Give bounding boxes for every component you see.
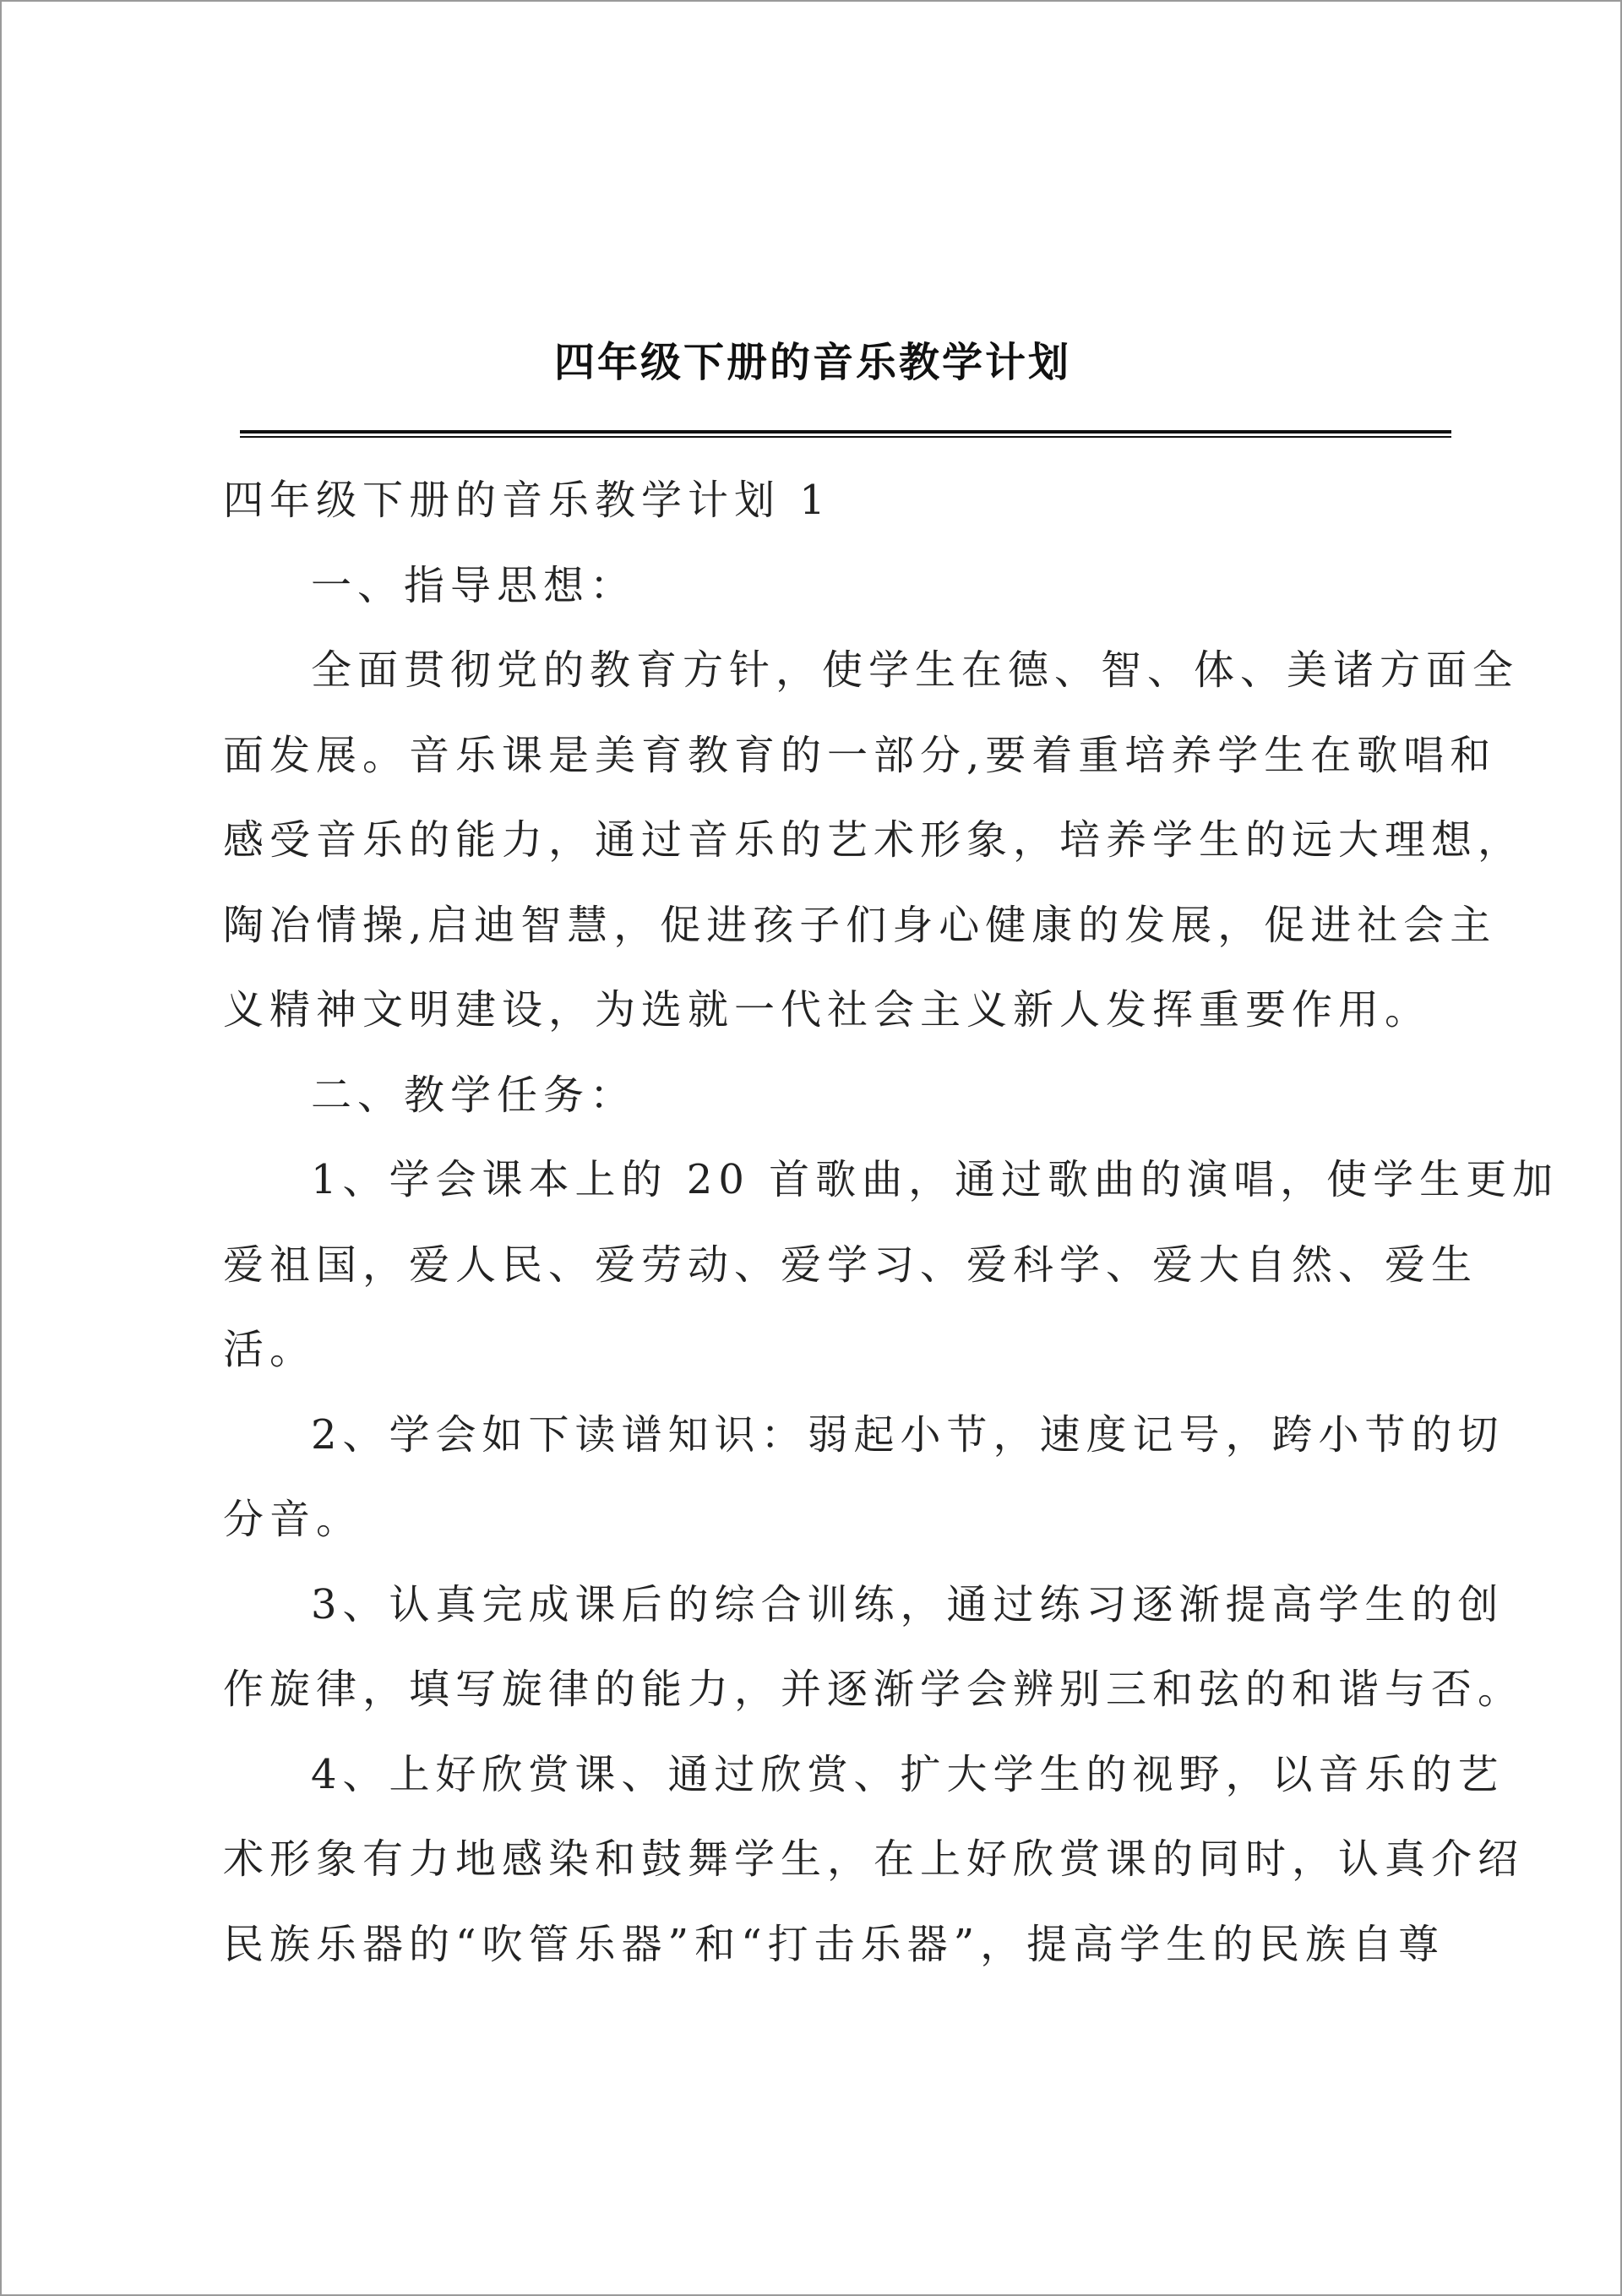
document-title: 四年级下册的音乐教学计划 [553, 339, 1071, 386]
paragraph-line: 术形象有力地感染和鼓舞学生，在上好欣赏课的同时，认真介绍 [223, 1835, 1525, 1883]
paragraph-line: 爱祖国，爱人民、爱劳动、爱学习、爱科学、爱大自然、爱生 [223, 1241, 1478, 1289]
paragraph-line: 4、上好欣赏课、通过欣赏、扩大学生的视野，以音乐的艺 [311, 1750, 1505, 1798]
paragraph-line: 全面贯彻党的教育方针，使学生在德、智、体、美诸方面全 [311, 646, 1520, 694]
paragraph-line: 一、指导思想： [311, 561, 637, 609]
paragraph-line: 四年级下册的音乐教学计划 1 [223, 477, 831, 524]
paragraph-line: 活。 [223, 1326, 317, 1373]
paragraph-line: 义精神文明建设，为选就一代社会主义新人发挥重要作用。 [223, 986, 1432, 1033]
paragraph-line: 陶冶情操,启迪智慧，促进孩子们身心健康的发展，促进社会主 [223, 901, 1497, 949]
paragraph-line: 1、学会课本上的 20 首歌曲，通过歌曲的演唱，使学生更加 [311, 1156, 1559, 1203]
paragraph-line: 2、学会如下读谱知识：弱起小节，速度记号，跨小节的切 [311, 1410, 1505, 1459]
paragraph-line: 民族乐器的“吹管乐器”和“打击乐器”，提高学生的民族自尊 [223, 1920, 1445, 1968]
paragraph-line: 二、教学任务： [311, 1071, 637, 1119]
paragraph-line: 面发展。音乐课是美育教育的一部分,要着重培养学生在歌唱和 [223, 731, 1497, 779]
title-divider-thin [240, 436, 1451, 438]
paragraph-line: 作旋律，填写旋律的能力，并逐渐学会辨别三和弦的和谐与否。 [223, 1666, 1525, 1713]
paragraph-line: 感受音乐的能力，通过音乐的艺术形象，培养学生的远大理想， [223, 816, 1525, 864]
title-divider [240, 430, 1451, 434]
paragraph-line: 3、认真完成课后的综合训练，通过练习逐渐提高学生的创 [311, 1580, 1505, 1628]
paragraph-line: 分音。 [223, 1496, 363, 1543]
